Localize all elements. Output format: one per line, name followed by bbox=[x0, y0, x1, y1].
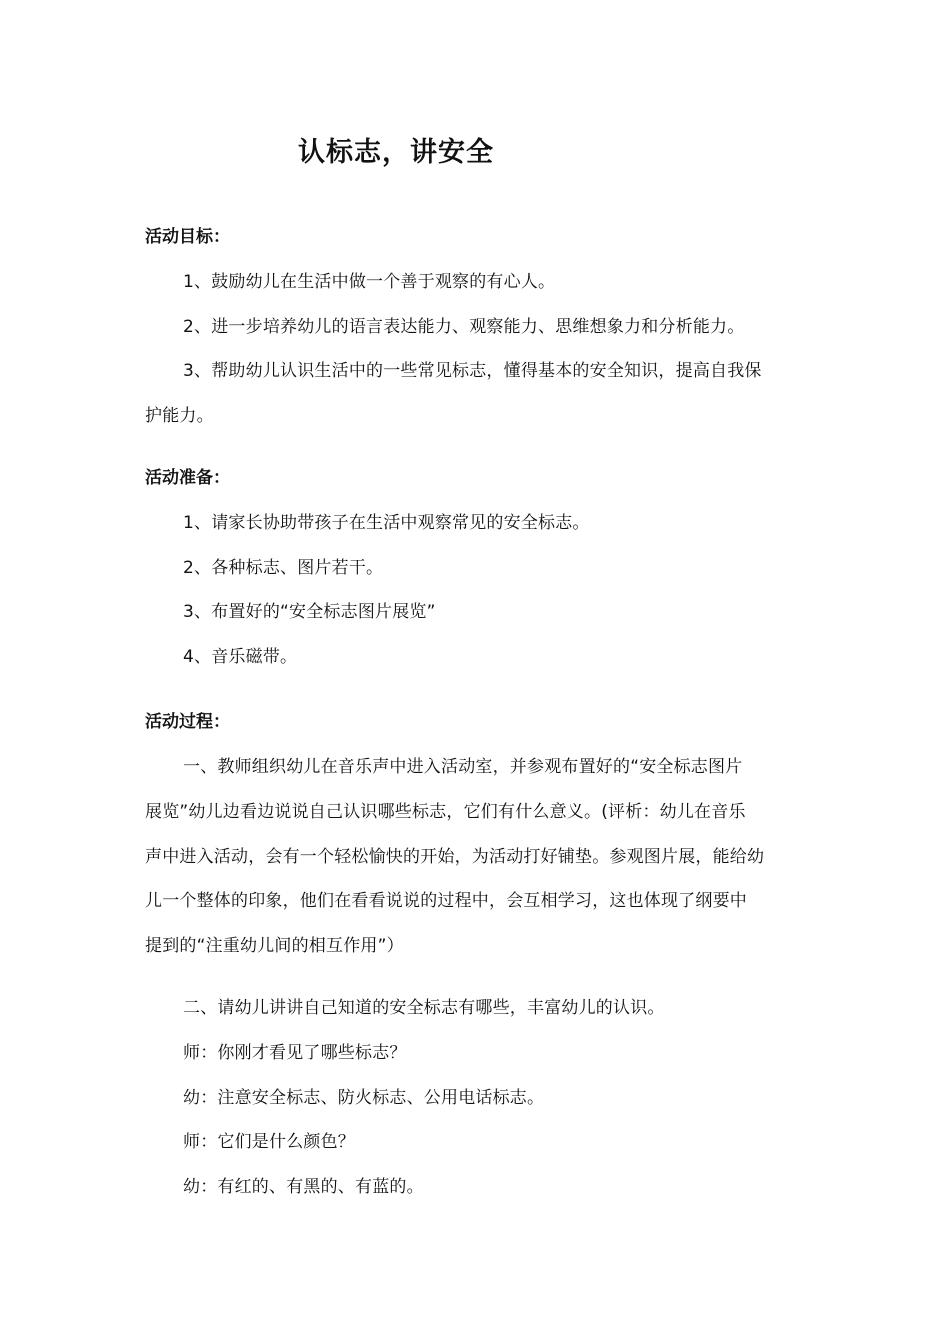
process-p2-line-1: 二、请幼儿讲讲自己知道的安全标志有哪些，丰富幼儿的认识。 bbox=[183, 998, 665, 1018]
goals-line-3: 3、帮助幼儿认识生活中的一些常见标志，懂得基本的安全知识，提高自我保 bbox=[183, 361, 762, 381]
process-p1-line-5: 提到的“注重幼儿间的相互作用”） bbox=[145, 936, 404, 956]
prep-line-2: 2、各种标志、图片若干。 bbox=[183, 558, 384, 578]
dialogue-teacher-2: 师：它们是什么颜色？ bbox=[183, 1132, 355, 1152]
goals-line-2: 2、进一步培养幼儿的语言表达能力、观察能力、思维想象力和分析能力。 bbox=[183, 317, 745, 337]
process-p1-line-2: 展览”幼儿边看边说说自己认识哪些标志，它们有什么意义。(评析：幼儿在音乐 bbox=[145, 802, 746, 822]
dialogue-teacher-1: 师：你刚才看见了哪些标志？ bbox=[183, 1043, 407, 1063]
document-title: 认标志，讲安全 bbox=[298, 137, 494, 168]
process-heading: 活动过程： bbox=[145, 712, 230, 732]
prep-heading: 活动准备： bbox=[145, 468, 230, 488]
goals-line-1: 1、鼓励幼儿在生活中做一个善于观察的有心人。 bbox=[183, 272, 556, 292]
process-p1-line-3: 声中进入活动，会有一个轻松愉快的开始，为活动打好铺垫。参观图片展，能给幼 bbox=[145, 847, 765, 867]
goals-line-4: 护能力。 bbox=[145, 406, 214, 426]
prep-line-3: 3、布置好的“安全标志图片展览” bbox=[183, 602, 436, 622]
goals-heading: 活动目标： bbox=[145, 227, 230, 247]
prep-line-4: 4、音乐磁带。 bbox=[183, 647, 298, 667]
prep-line-1: 1、请家长协助带孩子在生活中观察常见的安全标志。 bbox=[183, 513, 590, 533]
dialogue-child-1: 幼：注意安全标志、防火标志、公用电话标志。 bbox=[183, 1088, 545, 1108]
process-p1-line-4: 儿一个整体的印象，他们在看看说说的过程中，会互相学习，这也体现了纲要中 bbox=[145, 891, 747, 911]
dialogue-child-2: 幼：有红的、有黑的、有蓝的。 bbox=[183, 1177, 424, 1197]
process-p1-line-1: 一、教师组织幼儿在音乐声中进入活动室，并参观布置好的“安全标志图片 bbox=[183, 757, 743, 777]
